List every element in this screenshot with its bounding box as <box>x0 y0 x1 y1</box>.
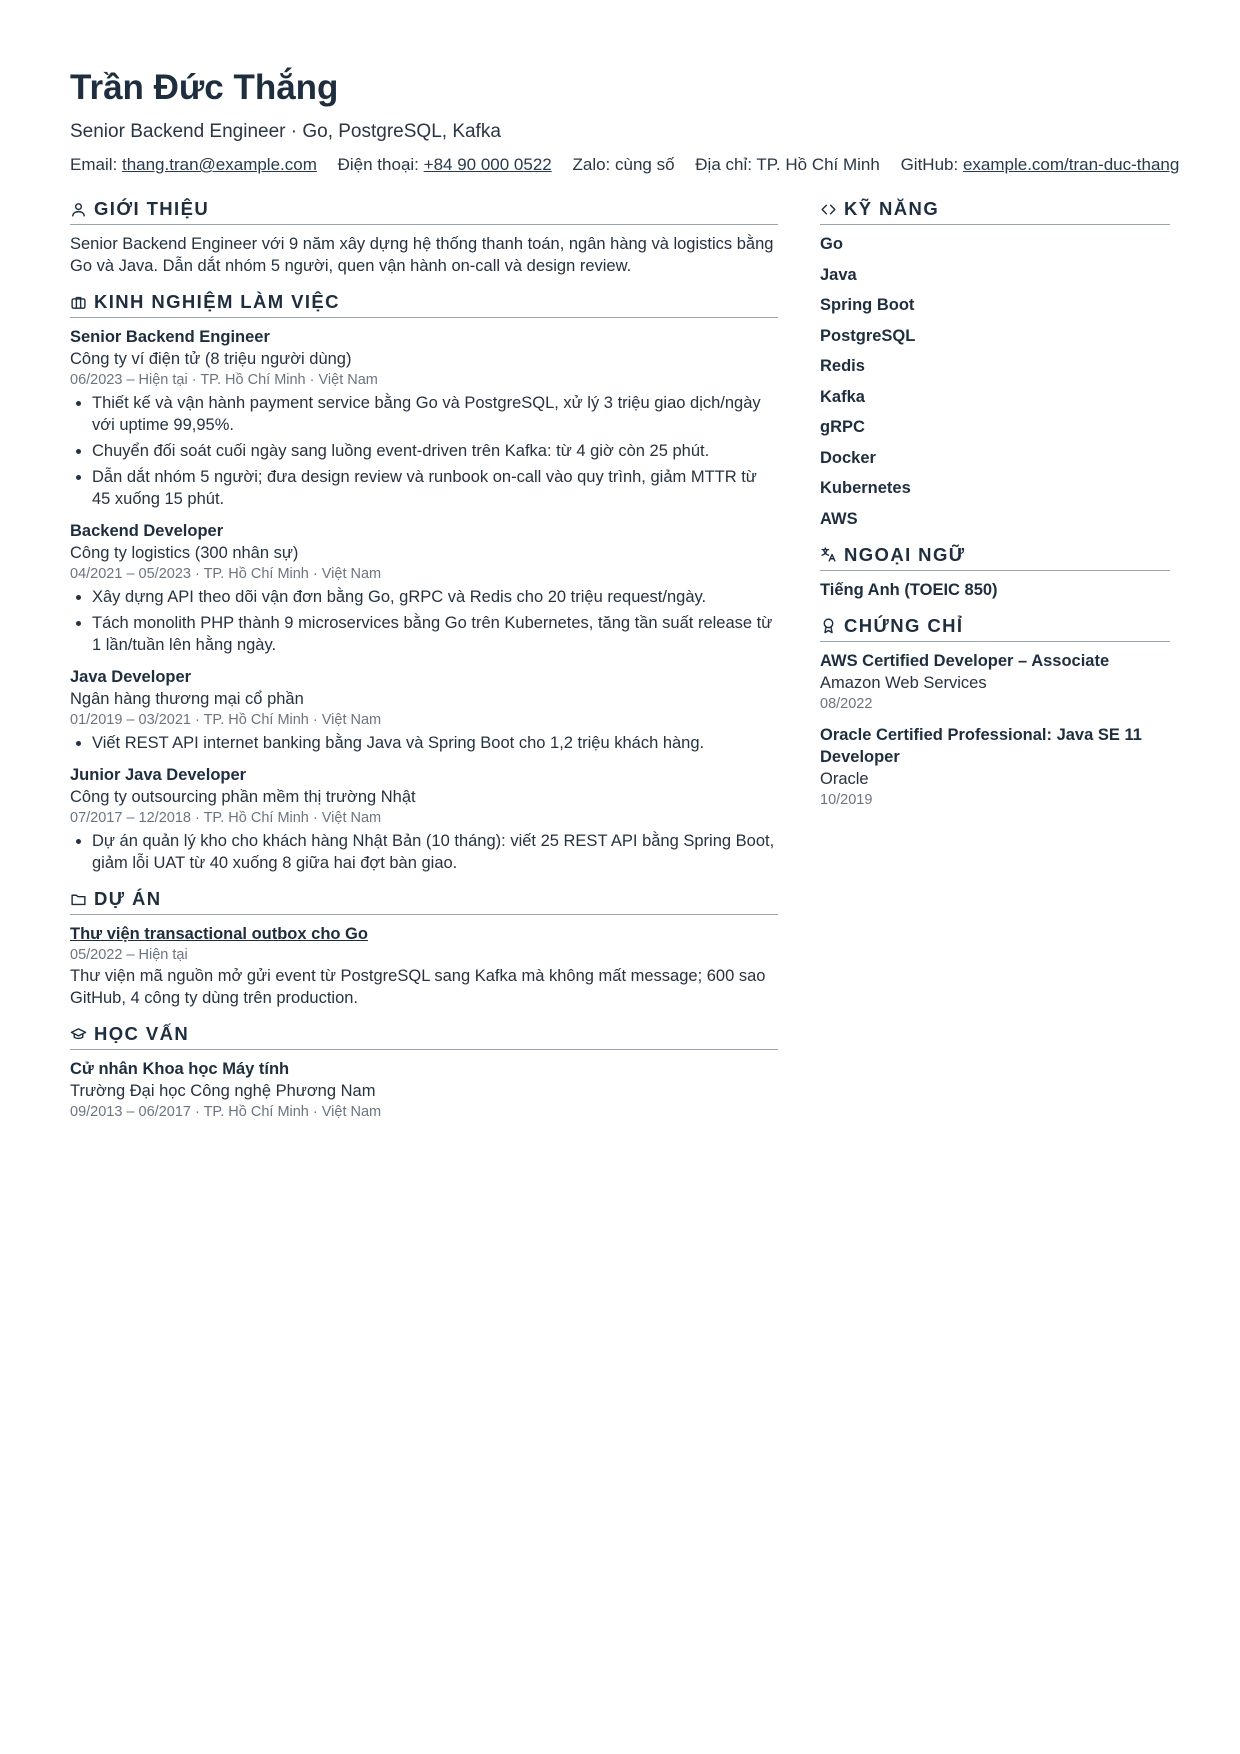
contact-bar <box>70 154 1180 176</box>
section-intro <box>70 198 778 277</box>
folder-icon <box>70 891 87 908</box>
certificate-issuer: Oracle <box>820 769 869 788</box>
section-header <box>70 1023 778 1050</box>
job-dates-location: 07/2017 – 12/2018 · TP. Hồ Chí Minh · Việt Nam <box>70 810 382 826</box>
section-title: HỌC VẤN <box>94 1023 190 1044</box>
list-item: • Xây dựng API theo dõi vận đơn bằng Go, gRPC và Redis cho 20 triệu request/ngày. <box>92 586 778 608</box>
translate-icon <box>820 546 837 563</box>
user-icon <box>70 201 87 218</box>
education-entry <box>70 1058 778 1122</box>
project-description: Thư viện mã nguồn mở gửi event từ PostgreSQL sang Kafka mà không mất message; 600 sao GitHub, 4 công ty dùng trên production. <box>70 967 766 1007</box>
email-label: Email: <box>70 155 118 174</box>
job-entry <box>70 326 778 510</box>
language-item: Tiếng Anh (TOEIC 850) <box>820 580 998 599</box>
education-dates-location: 09/2013 – 06/2017 · TP. Hồ Chí Minh · Việt Nam <box>70 1104 382 1120</box>
skill-item: Go <box>820 235 843 253</box>
code-icon <box>820 201 837 218</box>
list-item: • Viết REST API internet banking bằng Java và Spring Boot cho 1,2 triệu khách hàng. <box>92 732 778 754</box>
job-title: Senior Backend Engineer <box>70 328 270 346</box>
section-header <box>70 198 778 225</box>
job-bullets <box>70 830 778 874</box>
job-company: Ngân hàng thương mại cổ phần <box>70 690 304 708</box>
job-title: Junior Java Developer <box>70 766 247 784</box>
certificate-date: 08/2022 <box>820 695 873 712</box>
list-item: • Dẫn dắt nhóm 5 người; đưa design review và runbook on-call vào quy trình, giảm MTTR từ 45 xuống 15 phút. <box>92 466 778 510</box>
section-education <box>70 1023 778 1122</box>
job-entry <box>70 666 778 754</box>
list-item: • Tách monolith PHP thành 9 microservices bằng Go trên Kubernetes, tăng tần suất release từ 1 lần/tuần lên hằng ngày. <box>92 612 778 656</box>
skill-item: Spring Boot <box>820 296 915 314</box>
list-item: • Chuyển đối soát cuối ngày sang luồng event-driven trên Kafka: từ 4 giờ còn 25 phút. <box>92 440 778 462</box>
phone-label: Điện thoại: <box>337 155 419 174</box>
section-experience <box>70 291 778 874</box>
section-title: KỸ NĂNG <box>844 198 940 219</box>
headline: Senior Backend Engineer · Go, PostgreSQL, Kafka <box>70 121 501 142</box>
project-title-link[interactable]: Thư viện transactional outbox cho Go <box>70 925 368 943</box>
section-title: KINH NGHIỆM LÀM VIỆC <box>94 291 340 312</box>
section-projects <box>70 888 778 1009</box>
section-title: NGOẠI NGỮ <box>844 543 966 565</box>
job-title: Java Developer <box>70 668 192 686</box>
job-dates-location: 01/2019 – 03/2021 · TP. Hồ Chí Minh · Việt Nam <box>70 712 382 728</box>
certificate-entry <box>820 650 1170 714</box>
certificate-entry <box>820 724 1170 810</box>
job-entry <box>70 764 778 874</box>
section-title: GIỚI THIỆU <box>94 198 210 219</box>
graduation-cap-icon <box>70 1026 87 1043</box>
certificate-title: Oracle Certified Professional: Java SE 11 Developer <box>820 725 1142 766</box>
job-dates-location: 06/2023 – Hiện tại · TP. Hồ Chí Minh · Việt Nam <box>70 372 378 388</box>
section-header <box>820 198 1170 225</box>
section-header <box>820 544 1170 571</box>
job-bullets <box>70 586 778 656</box>
job-entry <box>70 520 778 656</box>
job-company: Công ty outsourcing phần mềm thị trường Nhật <box>70 788 416 806</box>
list-item: • Thiết kế và vận hành payment service bằng Go và PostgreSQL, xử lý 3 triệu giao dịch/ngày với uptime 99,95%. <box>92 392 778 436</box>
job-company: Công ty ví điện tử (8 triệu người dùng) <box>70 350 352 368</box>
list-item: • Dự án quản lý kho cho khách hàng Nhật Bản (10 tháng): viết 25 REST API bằng Spring Boot, giảm lỗi UAT từ 40 xuống 8 giữa hai đợt bàn giao. <box>92 830 778 874</box>
contact-email <box>70 155 317 174</box>
skill-item: Kafka <box>820 387 865 406</box>
certificate-date: 10/2019 <box>820 791 873 808</box>
skill-item: Kubernetes <box>820 479 911 497</box>
degree-title: Cử nhân Khoa học Máy tính <box>70 1060 290 1078</box>
job-title: Backend Developer <box>70 522 224 540</box>
job-dates-location: 04/2021 – 05/2023 · TP. Hồ Chí Minh · Việt Nam <box>70 566 382 582</box>
section-header <box>70 888 778 915</box>
skill-item: Java <box>820 265 857 284</box>
skill-item: Redis <box>820 357 865 375</box>
github-label: GitHub: <box>900 155 959 174</box>
section-certificates <box>820 615 1170 810</box>
contact-phone <box>338 155 552 174</box>
candidate-name: Trần Đức Thắng <box>70 68 339 107</box>
section-languages <box>820 544 1170 601</box>
skill-item: AWS <box>820 509 858 528</box>
contact-address: Địa chỉ: TP. Hồ Chí Minh <box>695 155 880 174</box>
certificate-title: AWS Certified Developer – Associate <box>820 651 1110 670</box>
main-column <box>70 198 778 1136</box>
skill-item: Docker <box>820 448 876 467</box>
section-skills <box>820 198 1170 530</box>
project-entry <box>70 923 778 1009</box>
project-dates: 05/2022 – Hiện tại <box>70 947 188 963</box>
award-icon <box>820 617 837 634</box>
job-bullets <box>70 392 778 510</box>
job-bullets <box>70 732 778 754</box>
github-link[interactable]: example.com/tran-duc-thang <box>962 155 1180 174</box>
email-link[interactable]: thang.tran@example.com <box>121 155 317 174</box>
skill-item: gRPC <box>820 418 865 436</box>
job-company: Công ty logistics (300 nhân sự) <box>70 544 299 562</box>
intro-text: Senior Backend Engineer với 9 năm xây dựng hệ thống thanh toán, ngân hàng và logistics bằng Go và Java. Dẫn dắt nhóm 5 người, quen vận hành on-call và design review. <box>70 235 774 275</box>
briefcase-icon <box>70 294 87 311</box>
contact-zalo: Zalo: cùng số <box>572 155 675 174</box>
section-header <box>820 615 1170 642</box>
certificate-issuer: Amazon Web Services <box>820 673 987 692</box>
section-title: DỰ ÁN <box>94 888 162 909</box>
section-header <box>70 291 778 318</box>
side-column <box>820 198 1170 1136</box>
contact-github <box>901 155 1180 174</box>
section-title: CHỨNG CHỈ <box>844 614 964 636</box>
school-name: Trường Đại học Công nghệ Phương Nam <box>70 1082 376 1100</box>
skill-item: PostgreSQL <box>820 326 916 345</box>
two-column-layout <box>70 198 1170 1136</box>
phone-link[interactable]: +84 90 000 0522 <box>423 155 552 174</box>
